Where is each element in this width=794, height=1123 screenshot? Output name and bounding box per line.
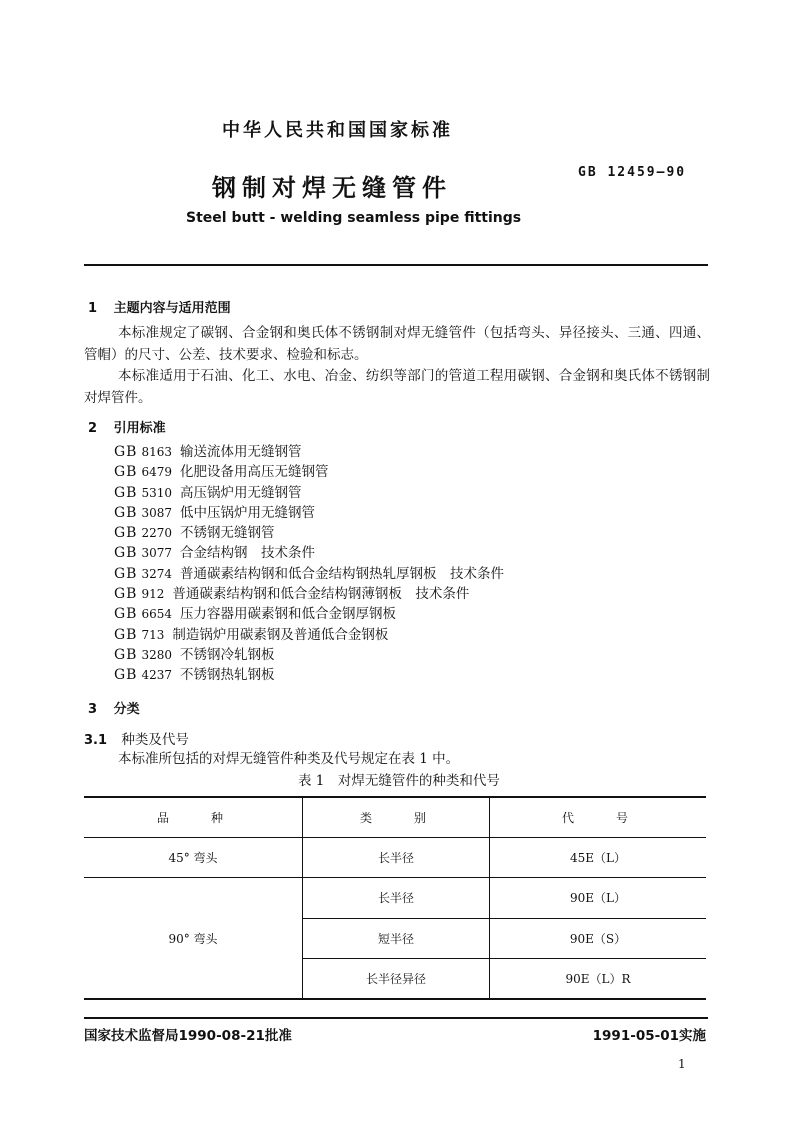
table-cell-category: 长半径异径 [303, 959, 490, 1000]
section-3-1-number: 3.1 [84, 733, 108, 748]
approval-date: 国家技术监督局1990-08-21批准 [84, 1028, 292, 1044]
table-cell-category: 长半径 [303, 878, 490, 919]
list-item: GB 4237 不锈钢热轧钢板 [114, 667, 275, 684]
section-3-title: 分类 [113, 702, 140, 717]
column-header-variety: 品 种 [84, 797, 303, 837]
english-title: Steel butt - welding seamless pipe fittings [186, 210, 522, 226]
referenced-standards-list [114, 442, 504, 686]
section-2-heading [88, 417, 166, 436]
list-item: GB 5310 高压锅炉用无缝钢管 [114, 484, 302, 501]
column-header-code: 代 号 [490, 797, 707, 837]
list-item: GB 3077 合金结构钢 技术条件 [114, 545, 316, 562]
section-3-1-title: 种类及代号 [121, 732, 189, 748]
section-3-number: 3 [88, 702, 98, 717]
section-1-paragraph-1: 本标准规定了碳钢、合金钢和奥氏体不锈钢制对焊无缝管件（包括弯头、异径接头、三通、四通、管帽）的尺寸、公差、技术要求、检验和标志。 [84, 325, 710, 363]
list-item: GB 3087 低中压锅炉用无缝钢管 [114, 504, 316, 521]
table-cell-code: 90E（S） [490, 918, 707, 959]
table-cell-variety: 45° 弯头 [84, 837, 303, 878]
section-2-number: 2 [88, 421, 98, 436]
section-2-title: 引用标准 [113, 421, 166, 436]
table-cell-category: 长半径 [303, 837, 490, 878]
section-3-heading [88, 698, 140, 717]
section-1-paragraph-2: 本标准适用于石油、化工、水电、冶金、纺织等部门的管道工程用碳钢、合金钢和奥氏体不锈钢制对焊管件。 [84, 368, 710, 406]
list-item: GB 6654 压力容器用碳素钢和低合金钢厚钢板 [114, 606, 397, 623]
page-number: 1 [678, 1057, 686, 1071]
section-1-title: 主题内容与适用范围 [113, 301, 231, 316]
table-header-row [84, 797, 706, 837]
list-item: GB 912 普通碳素结构钢和低合金结构钢薄钢板 技术条件 [114, 586, 470, 603]
list-item: GB 2270 不锈钢无缝钢管 [114, 525, 275, 542]
national-standard-label: 中华人民共和国国家标准 [222, 120, 453, 141]
section-1-heading [88, 297, 231, 316]
effective-date: 1991-05-01实施 [592, 1028, 706, 1044]
standard-code: GB 12459—90 [578, 165, 687, 180]
document-title: 钢制对焊无缝管件 [212, 173, 452, 202]
table-row [84, 837, 706, 878]
table-cell-code: 90E（L）R [490, 959, 707, 1000]
table-row [84, 878, 706, 919]
list-item: GB 713 制造锅炉用碳素钢及普通低合金钢板 [114, 626, 389, 643]
column-header-category: 类 别 [303, 797, 490, 837]
footer-rule [84, 1017, 708, 1019]
list-item: GB 8163 输送流体用无缝钢管 [114, 444, 302, 460]
list-item: GB 3274 普通碳素结构钢和低合金结构钢热轧厚钢板 技术条件 [114, 565, 505, 582]
section-1-number: 1 [88, 301, 98, 316]
list-item: GB 3280 不锈钢冷轧钢板 [114, 646, 275, 663]
section-3-1-intro: 本标准所包括的对焊无缝管件种类及代号规定在表 1 中。 [118, 751, 460, 767]
fitting-types-table [84, 796, 706, 1000]
table-cell-code: 90E（L） [490, 878, 707, 919]
table-caption: 表 1 对焊无缝管件的种类和代号 [298, 773, 500, 789]
table-cell-category: 短半径 [303, 918, 490, 959]
header-rule [84, 264, 708, 266]
table-cell-code: 45E（L） [490, 837, 707, 878]
section-3-1-heading [84, 728, 189, 748]
list-item: GB 6479 化肥设备用高压无缝钢管 [114, 464, 329, 481]
table-cell-variety: 90° 弯头 [84, 878, 303, 1000]
